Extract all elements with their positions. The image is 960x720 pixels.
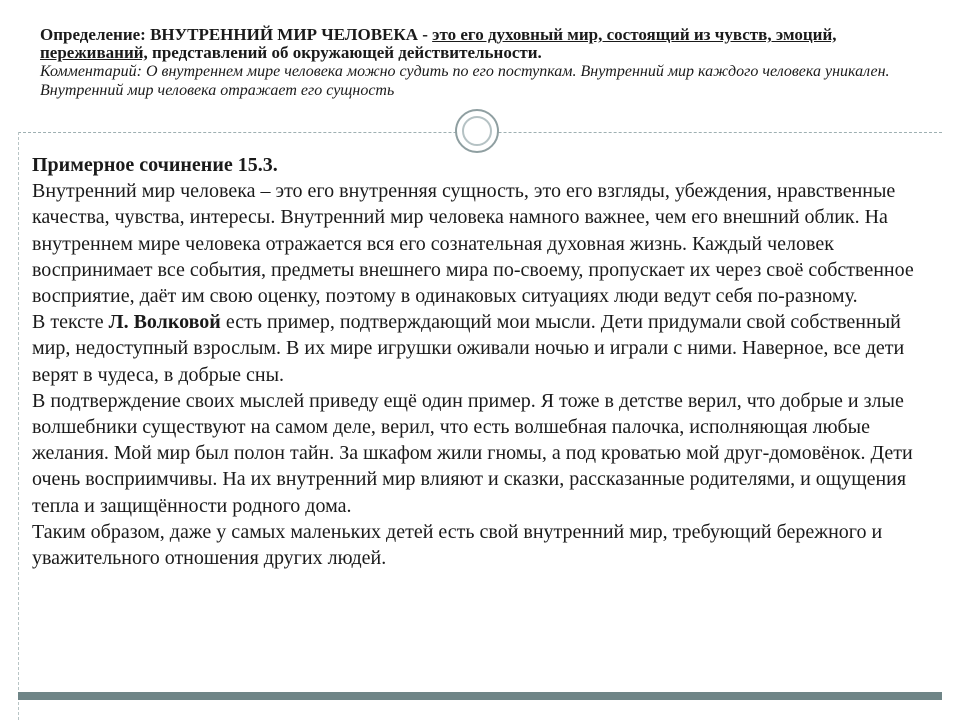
comment-text: Комментарий: О внутреннем мире человека можно судить по его поступкам. Внутренний мир каждого человека уникален. Внутренний мир человека отражает его сущность <box>40 63 890 99</box>
footer-bar <box>18 692 942 700</box>
definition-line <box>40 26 920 62</box>
essay-paragraph-1: Внутренний мир человека – это его внутренняя сущность, это его взгляды, убеждения, нравственные качества, чувства, интересы. Внутренний мир человека намного важнее, чем его внешний облик. На внутреннем мире человека отражается вся его сознательная духовная жизнь. Каждый человек воспринимает все события, предметы внешнего мира по-своему, пропускает их через своё собственное восприятие, даёт им свою оценку, поэтому в одинаковых ситуациях люди ведут себя по-разному. <box>32 180 914 308</box>
definition-label: Определение: ВНУТРЕННИЙ МИР ЧЕЛОВЕКА - <box>40 25 428 44</box>
paragraph-2-start: В тексте <box>32 311 104 334</box>
definition-block <box>40 26 920 100</box>
essay-title: Примерное сочинение 15.3. <box>32 154 278 176</box>
essay-paragraph-2 <box>32 309 942 388</box>
essay-body <box>32 152 942 571</box>
definition-text-continued: представлений об окружающей действительности. <box>152 43 542 62</box>
decorative-inner-circle <box>462 116 492 146</box>
paragraph-2-rest: есть пример, подтверждающий мои мысли. Дети придумали свой собственный мир, недоступный взрослым. В их мире игрушки оживали ночью и играли с ними. Наверное, все дети верят в чудеса, в добрые сны. <box>32 311 905 386</box>
essay-paragraph-4: Таким образом, даже у самых маленьких детей есть свой внутренний мир, требующий бережного и уважительного отношения других людей. <box>32 520 883 570</box>
definition-text: это его духовный мир, состоящий из чувств, эмоций, переживаний, <box>40 25 837 62</box>
decorative-circle-icon <box>455 109 499 153</box>
essay-paragraph-3: В подтверждение своих мыслей приведу ещё один пример. Я тоже в детстве верил, что добрые и злые волшебники существуют на самом деле, верил, что есть волшебная палочка, исполняющая любые желания. Мой мир был полон тайн. За шкафом жили гномы, а под кроватью мой друг-домовёнок. Дети очень восприимчивы. На их внутренний мир влияют и сказки, рассказанные родителями, и ощущения тепла и защищённости родного дома. <box>32 389 913 517</box>
author-name: Л. Волковой <box>108 311 221 334</box>
left-border-line <box>18 132 19 720</box>
